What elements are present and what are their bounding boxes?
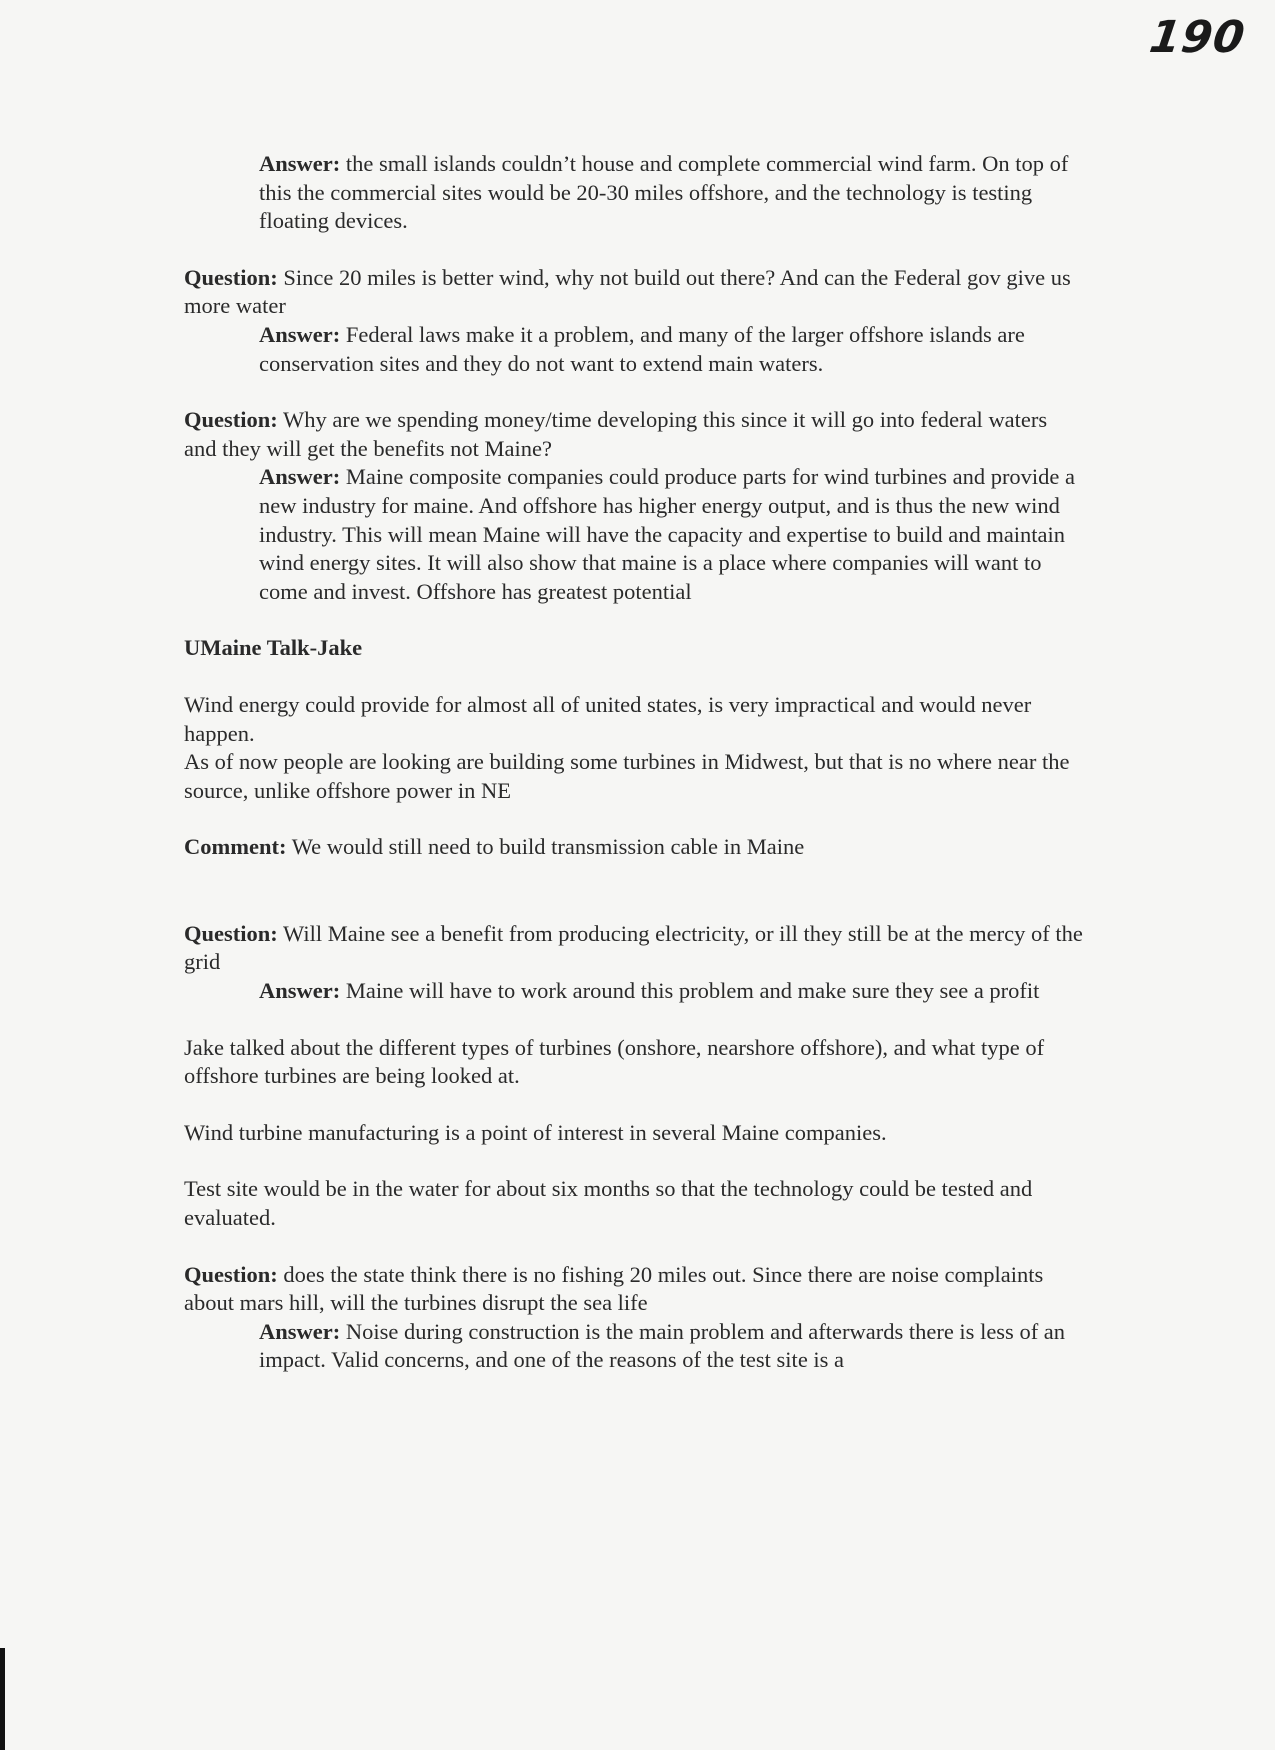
body-paragraph: Wind energy could provide for almost all of united states, is very impractical and would never happen. [184,691,1032,746]
answer-label: Answer: [259,978,341,1004]
answer-label: Answer: [259,151,341,176]
answer-text: Noise during construction is the main problem and afterwards there is less of an impact. Valid concerns, and one of the reasons of the test site is a [259,1318,1066,1373]
question-text: Will Maine see a benefit from producing electricity, or ill they still be at the mercy of the grid [184,920,1083,975]
answer-text: Maine will have to work around this problem and make sure they see a profit [345,978,1040,1004]
answer-label: Answer: [259,464,341,490]
question-label: Question: [184,264,278,290]
answer-label: Answer: [259,321,341,347]
question-text: does the state think there is no fishing 20 miles out. Since there are noise complaints about mars hill, will the turbines disrupt the sea life [184,1261,1044,1316]
answer-text: Maine composite companies could produce parts for wind turbines and provide a new industry for maine. And offshore has higher energy output, and is thus the new wind industry. This will mean Maine will have the capacity and expertise to build and maintain wind energy sites. It will also show that maine is a place where companies will want to come and invest. Offshore has greatest potential [259,464,1076,604]
answer-paragraph [259,1318,1084,1375]
question-paragraph [184,264,1084,321]
handwritten-page-number: 190 [1146,12,1249,63]
comment-label: Comment: [184,834,287,860]
question-text: Why are we spending money/time developing this since it will go into federal waters and they will get the benefits not Maine? [184,407,1048,461]
answer-paragraph [259,321,1084,378]
question-label: Question: [184,920,278,946]
comment-text: We would still need to build transmission cable in Maine [291,834,805,860]
answer-text: the small islands couldn’t house and complete commercial wind farm. On top of this the commercial sites would be 20-30 miles offshore, and the technology is testing floating devices. [259,151,1069,234]
question-text: Since 20 miles is better wind, why not build out there? And can the Federal gov give us more water [184,264,1071,319]
body-paragraph: Test site would be in the water for about six months so that the technology could be tested and evaluated. [184,1176,1033,1231]
answer-text: Federal laws make it a problem, and many of the larger offshore islands are conservation sites and they do not want to extend main waters. [259,321,1025,376]
scan-edge-mark [0,1648,5,1750]
body-paragraph: Jake talked about the different types of turbines (onshore, nearshore offshore), and what type of offshore turbines are being looked at. [184,1034,1045,1089]
question-paragraph [184,920,1084,977]
answer-label: Answer: [259,1318,341,1344]
comment-paragraph [184,833,1084,862]
answer-paragraph [259,150,1084,236]
question-label: Question: [184,407,278,433]
section-heading: UMaine Talk-Jake [184,635,363,661]
answer-paragraph [259,977,1084,1006]
question-paragraph [184,406,1084,463]
document-body [184,150,1084,1375]
body-paragraph: As of now people are looking are building some turbines in Midwest, but that is no where near the source, unlike offshore power in NE [184,749,1070,803]
answer-paragraph [259,463,1084,606]
question-label: Question: [184,1261,278,1287]
question-paragraph [184,1261,1084,1318]
body-paragraph: Wind turbine manufacturing is a point of interest in several Maine companies. [184,1119,887,1145]
